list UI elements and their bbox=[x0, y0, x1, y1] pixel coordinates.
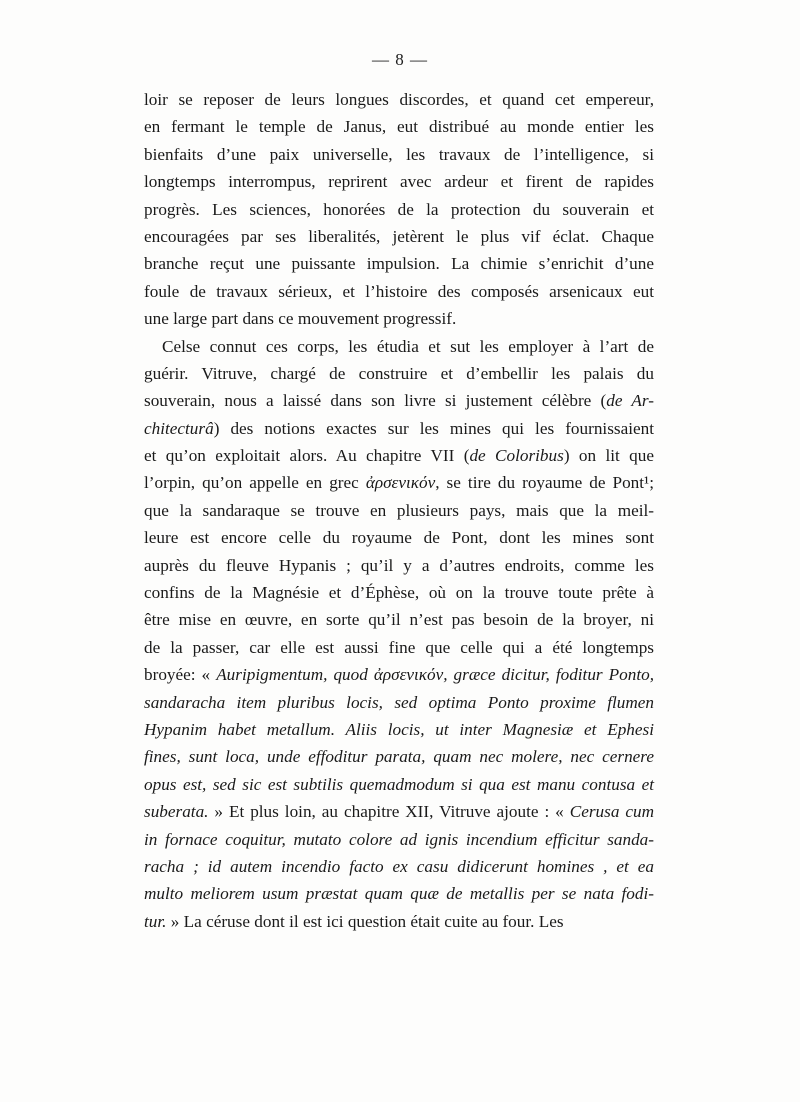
text-run: Celse connut ces corps, les étudia et sut les employer à l’art de bbox=[162, 336, 654, 356]
text-run: foule de travaux sérieux, et l’histoire des composés arsenicaux eut bbox=[144, 281, 654, 301]
text-run: encouragées par ses liberalités, jetèrent le plus vif éclat. Chaque bbox=[144, 226, 654, 246]
text-run: ) des notions exactes sur les mines qui les fournissaient bbox=[213, 418, 654, 438]
text-line bbox=[144, 86, 654, 113]
italic-text: Cerusa cum bbox=[569, 802, 654, 822]
text-run: progrès. Les sciences, honorées de la protection du souverain et bbox=[144, 199, 654, 219]
text-line bbox=[144, 689, 654, 716]
text-line bbox=[144, 141, 654, 168]
text-run: une large part dans ce mouvement progressif. bbox=[144, 309, 457, 329]
text-run: guérir. Vitruve, chargé de construire et d’embellir les palais du bbox=[144, 363, 654, 383]
text-run: » Et plus loin, au chapitre XII, Vitruve ajoute : « bbox=[208, 802, 570, 822]
text-line bbox=[144, 743, 654, 770]
text-line bbox=[144, 333, 654, 360]
text-line bbox=[144, 880, 654, 907]
italic-text: in fornace coquitur, mutato colore ad ignis incendium efficitur sanda- bbox=[144, 829, 654, 849]
text-line bbox=[144, 305, 654, 332]
text-line bbox=[144, 278, 654, 305]
italic-text: ἀρσενικόν bbox=[365, 473, 436, 493]
text-line bbox=[144, 771, 654, 798]
text-run: broyée: « bbox=[144, 665, 217, 685]
italic-text: chitecturâ bbox=[144, 418, 214, 438]
text-line bbox=[144, 606, 654, 633]
text-run: confins de la Magnésie et d’Éphèse, où on la trouve toute prête à bbox=[144, 583, 654, 603]
italic-text: suberata. bbox=[144, 802, 209, 822]
text-line bbox=[144, 908, 654, 935]
italic-text: tur. bbox=[144, 911, 167, 931]
text-run: l’orpin, qu’on appelle en grec bbox=[144, 473, 366, 493]
text-line bbox=[144, 223, 654, 250]
body-text bbox=[144, 86, 654, 935]
text-line bbox=[144, 798, 654, 825]
text-line bbox=[144, 524, 654, 551]
text-line bbox=[144, 469, 654, 496]
text-line bbox=[144, 415, 654, 442]
text-line bbox=[144, 552, 654, 579]
text-line bbox=[144, 360, 654, 387]
text-line bbox=[144, 634, 654, 661]
text-line bbox=[144, 579, 654, 606]
text-line bbox=[144, 168, 654, 195]
text-line bbox=[144, 497, 654, 524]
text-run: souverain, nous a laissé dans son livre si justement célèbre ( bbox=[144, 391, 607, 411]
text-run: loir se reposer de leurs longues discordes, et quand cet empereur, bbox=[144, 90, 654, 109]
text-run: en fermant le temple de Janus, eut distribué au monde entier les bbox=[144, 117, 654, 137]
italic-text: Auripigmentum, quod ἀρσενικόν, græce dicitur, foditur Ponto, bbox=[216, 665, 654, 685]
italic-text: sandaracha item pluribus locis, sed optima Ponto proxime flumen bbox=[144, 692, 654, 712]
italic-text: multo meliorem usum præstat quam quæ de metallis per se nata fodi- bbox=[144, 884, 654, 904]
italic-text: Hypanim habet metallum. Aliis locis, ut inter Magnesiæ et Ephesi bbox=[144, 719, 654, 739]
text-run: être mise en œuvre, en sorte qu’il n’est pas besoin de la broyer, ni bbox=[144, 610, 654, 630]
text-line bbox=[144, 387, 654, 414]
text-line bbox=[144, 716, 654, 743]
italic-text: de Coloribus bbox=[469, 446, 564, 466]
text-run: auprès du fleuve Hypanis ; qu’il y a d’autres endroits, comme les bbox=[144, 555, 654, 575]
text-line bbox=[144, 442, 654, 469]
italic-text: fines, sunt loca, unde effoditur parata, quam nec molere, nec cernere bbox=[144, 747, 654, 767]
italic-text: opus est, sed sic est subtilis quemadmodum si qua est manu contusa et bbox=[144, 774, 654, 794]
text-run: de la passer, car elle est aussi fine que celle qui a été longtemps bbox=[144, 637, 654, 657]
text-run: » La céruse dont il est ici question était cuite au four. Les bbox=[166, 911, 564, 931]
text-run: branche reçut une puissante impulsion. La chimie s’enrichit d’une bbox=[144, 254, 654, 274]
text-run: , se tire du royaume de Pont¹; bbox=[435, 473, 654, 493]
text-line bbox=[144, 196, 654, 223]
text-line bbox=[144, 113, 654, 140]
text-line bbox=[144, 853, 654, 880]
text-run: leure est encore celle du royaume de Pont, dont les mines sont bbox=[144, 528, 654, 548]
text-line bbox=[144, 826, 654, 853]
text-run: bienfaits d’une paix universelle, les travaux de l’intelligence, si bbox=[144, 144, 654, 164]
text-run: et qu’on exploitait alors. Au chapitre VII ( bbox=[144, 446, 470, 466]
text-run: longtemps interrompus, reprirent avec ardeur et firent de rapides bbox=[144, 172, 654, 192]
text-line bbox=[144, 250, 654, 277]
italic-text: de Ar- bbox=[606, 391, 654, 411]
text-run: que la sandaraque se trouve en plusieurs pays, mais que la meil- bbox=[144, 500, 654, 520]
text-line bbox=[144, 661, 654, 688]
text-run: ) on lit que bbox=[563, 446, 654, 466]
page-number: — 8 — bbox=[372, 50, 428, 69]
italic-text: racha ; id autem incendio facto ex casu didicerunt homines , et ea bbox=[144, 856, 654, 876]
